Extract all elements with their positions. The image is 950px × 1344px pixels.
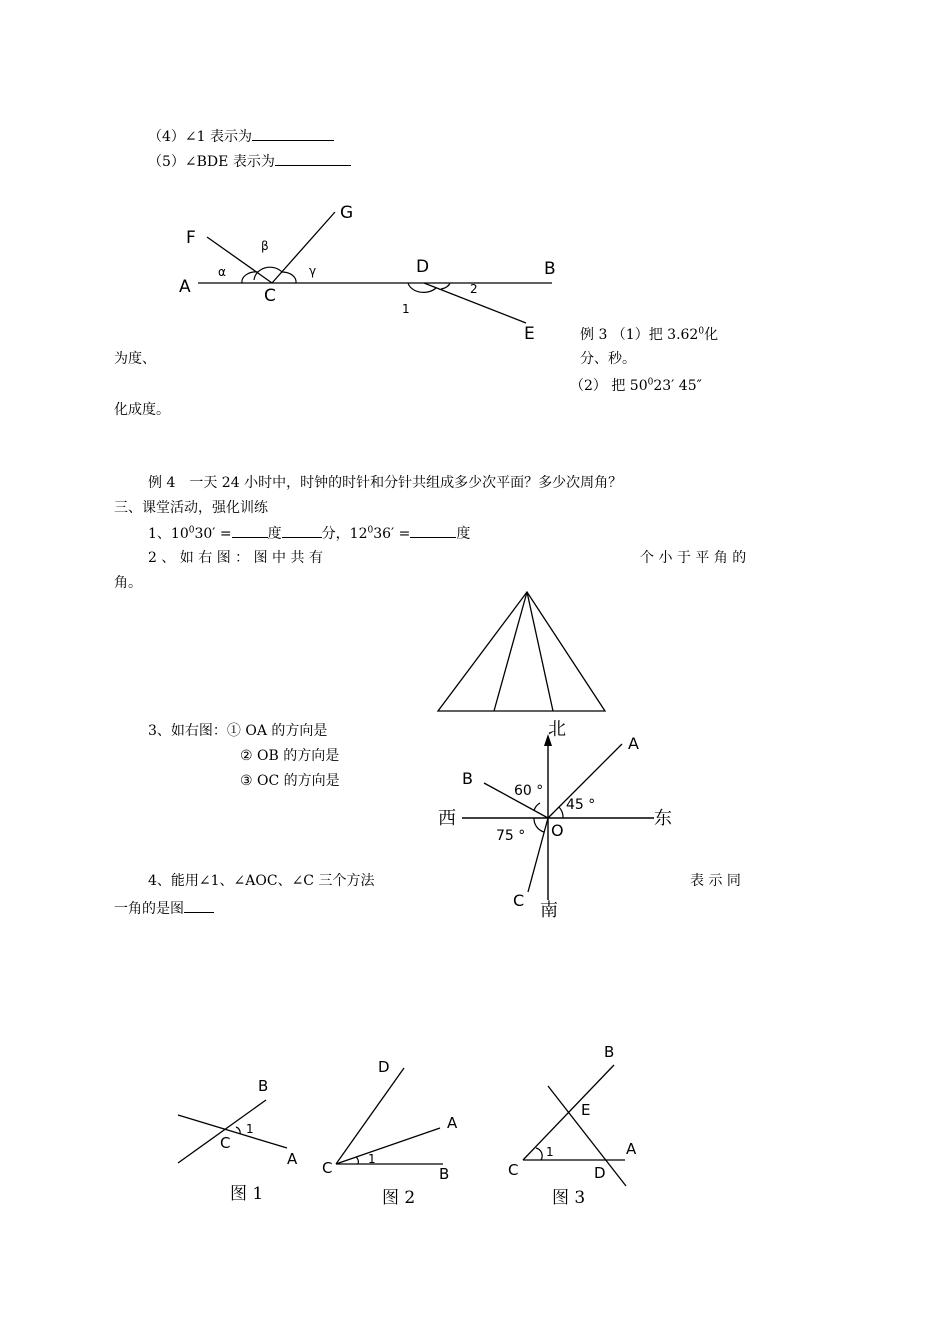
fig2-a-label: A [447, 1114, 458, 1132]
fig1-b-label: B [258, 1077, 269, 1095]
point-e-label: E [524, 324, 535, 344]
figure-2 [322, 1058, 458, 1208]
fig2-d-label: D [378, 1058, 390, 1076]
example-3-line-2: 分、秒。 [580, 351, 636, 367]
item-1-text: 1、10 [148, 526, 189, 542]
degree-mark: 0 [367, 525, 374, 536]
point-g-label: G [340, 203, 354, 223]
angle-alpha-label: α [218, 265, 226, 279]
item-3-ob: ② OB 的方向是 [240, 748, 340, 764]
fig2-angle-1-label: 1 [368, 1152, 376, 1166]
section-3-title: 三、课堂活动，强化训练 [114, 500, 268, 516]
compass-c-label: C [513, 891, 525, 910]
item-1-text: 30′ = [194, 526, 232, 542]
example-3-text: （2） 把 50 [570, 378, 648, 394]
question-5-label: （5）∠BDE 表示为 [148, 154, 275, 170]
example-3-text: 化 [704, 327, 719, 343]
fig2-c-label: C [322, 1159, 333, 1177]
item-2-line-1-end: 个 小 于 平 角 的 [640, 550, 747, 566]
example-3-text: 例 3 （1）把 3.62 [580, 327, 699, 343]
compass-a-label: A [628, 734, 639, 753]
example-3-text: 23′ 45″ [653, 378, 702, 394]
point-c-label: C [264, 286, 276, 306]
fig1-a-label: A [287, 1150, 298, 1168]
point-b-label: B [544, 259, 556, 279]
item-3-title: 3、如右图：① OA 的方向是 [148, 723, 328, 739]
compass-b-label: B [462, 769, 473, 788]
fig3-c-label: C [508, 1161, 519, 1179]
compass-south-label: 南 [540, 900, 558, 921]
item-4-text: 一角的是图 [114, 901, 184, 917]
angle-60-label: 60 ° [514, 783, 544, 799]
angle-2-label: 2 [470, 282, 478, 296]
item-4-line-1-end: 表 示 同 [690, 873, 741, 889]
example-4: 例 4 一天 24 小时中，时钟的时针和分针共组成多少次平面？多少次周角？ [148, 475, 623, 491]
item-1-text: 度 [267, 526, 282, 542]
figure-1-caption: 图 1 [230, 1184, 264, 1204]
degree-mark: 0 [698, 326, 705, 337]
angle-beta-label: β [261, 239, 269, 253]
fig1-c-label: C [220, 1134, 231, 1152]
item-3-oc: ③ OC 的方向是 [240, 773, 340, 789]
fig3-d-label: D [594, 1164, 606, 1182]
fig3-e-label: E [581, 1101, 591, 1119]
fig3-angle-1-label: 1 [546, 1145, 554, 1159]
item-1-text: 分，12 [321, 526, 368, 542]
figure-1 [178, 1077, 298, 1204]
angle-1-label: 1 [402, 302, 410, 316]
example-3-wrap-2: 化成度。 [114, 402, 170, 418]
angle-gamma-label: γ [309, 264, 317, 278]
figure-2-caption: 图 2 [382, 1188, 416, 1208]
point-a-label: A [179, 277, 191, 297]
fig2-b-label: B [439, 1165, 450, 1183]
degree-mark: 0 [188, 525, 195, 536]
figure-3 [508, 1043, 637, 1208]
fig1-angle-1-label: 1 [246, 1122, 254, 1136]
point-d-label: D [416, 257, 430, 277]
angle-75-label: 75 ° [496, 828, 526, 844]
compass-o-label: O [551, 821, 564, 840]
example-3-wrap-1: 为度、 [114, 351, 156, 367]
item-4-line-1: 4、能用∠1、∠AOC、∠C 三个方法 [148, 873, 375, 889]
question-4-label: （4）∠1 表示为 [148, 129, 252, 145]
point-f-label: F [186, 228, 196, 248]
item-1-text: 度 [456, 526, 471, 542]
item-2-line-1: 2 、 如 右 图 ： 图 中 共 有 [148, 550, 323, 566]
figure-3-caption: 图 3 [552, 1188, 586, 1208]
angle-45-label: 45 ° [566, 797, 596, 813]
item-2-line-2: 角。 [114, 575, 142, 591]
compass-west-label: 西 [438, 808, 456, 829]
fig3-b-label: B [604, 1043, 615, 1061]
fig3-a-label: A [626, 1140, 637, 1158]
compass-north-label: 北 [548, 719, 566, 740]
item-1-text: 36′ = [373, 526, 411, 542]
degree-mark: 0 [647, 377, 654, 388]
compass-east-label: 东 [654, 808, 672, 829]
